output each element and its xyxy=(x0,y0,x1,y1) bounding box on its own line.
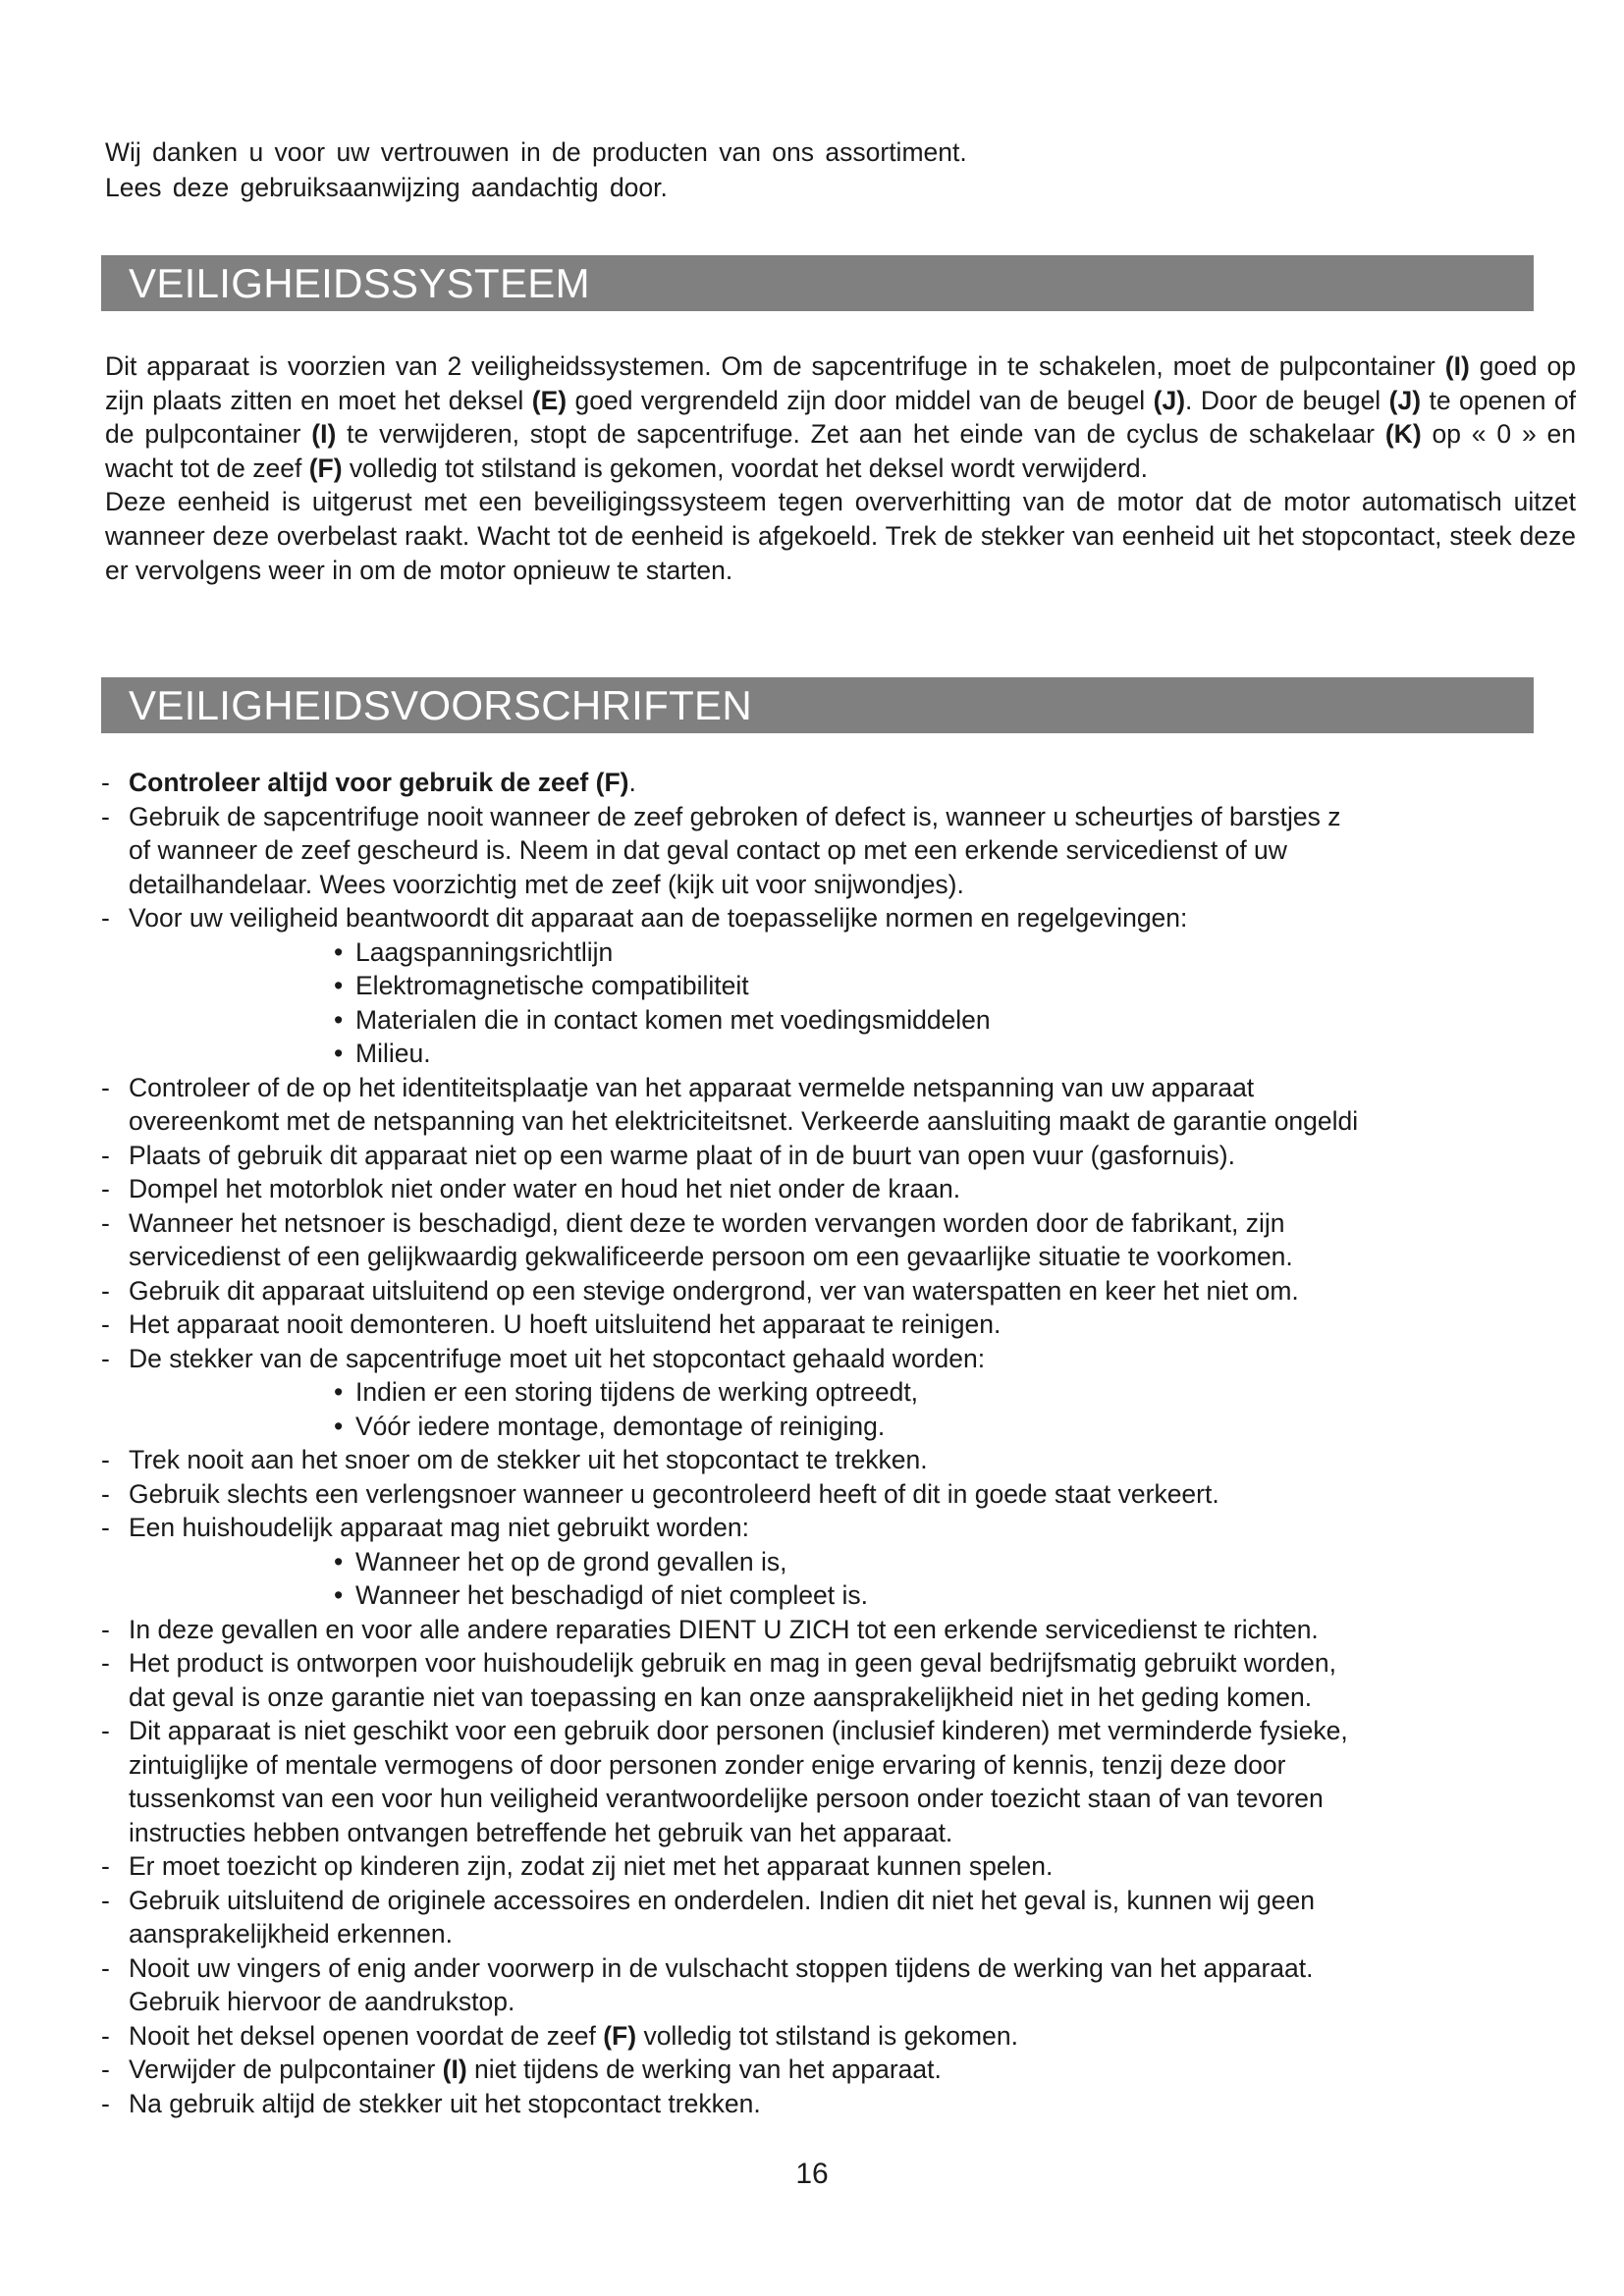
intro-text xyxy=(105,134,967,205)
list-item: - Een huishoudelijk apparaat mag niet gebruikt worden: xyxy=(101,1513,749,1542)
list-item: - Controleer of de op het identiteitsplaatje van het apparaat vermelde netspanning van uw apparaat xyxy=(101,1072,1255,1102)
bullet-item: • Materialen die in contact komen met voedingsmiddelen xyxy=(334,1004,991,1035)
section-title: VEILIGHEIDSSYSTEEM xyxy=(129,260,590,306)
list-item: - Nooit uw vingers of enig ander voorwerp in de vulschacht stoppen tijdens de werking van het apparaat. xyxy=(101,1952,1314,1983)
bullet-item: • Wanneer het op de grond gevallen is, xyxy=(334,1546,787,1576)
bullet-item: • Vóór iedere montage, demontage of reiniging. xyxy=(334,1411,886,1441)
list-item-continuation: Gebruik hiervoor de aandrukstop. xyxy=(129,1987,515,2016)
intro-line: Wij danken u voor uw vertrouwen in de producten van ons assortiment. xyxy=(105,137,967,167)
list-item: - Gebruik dit apparaat uitsluitend op een stevige ondergrond, ver van waterspatten en keer het niet om. xyxy=(101,1275,1299,1306)
section-title: VEILIGHEIDSVOORSCHRIFTEN xyxy=(129,682,752,728)
veiligheidssysteem-text xyxy=(105,349,1576,587)
list-item: - Verwijder de pulpcontainer (I) niet tijdens de werking van het apparaat. xyxy=(101,2055,942,2084)
list-item-continuation: zintuiglijke of mentale vermogens of door personen zonder enige ervaring of kennis, tenzij deze door xyxy=(129,1749,1286,1780)
list-item: - Wanneer het netsnoer is beschadigd, dient deze te worden vervangen worden door de fabrikant, zijn xyxy=(101,1207,1285,1238)
list-item: - Gebruik uitsluitend de originele accessoires en onderdelen. Indien dit niet het geval is, kunnen wij geen xyxy=(101,1885,1315,1915)
paragraph: Dit apparaat is voorzien van 2 veiligheidssystemen. Om de sapcentrifuge in te schakelen, moet de pulpcontainer (I) goed op zijn plaats zitten en moet het deksel (E) goed vergrendeld zijn door middel van de beugel (J). Door de beugel (J) te openen of de pulpcontainer (I) te verwijderen, stopt de sapcentrifuge. Zet aan het einde van de cyclus de schakelaar (K) op « 0 » en wacht tot de zeef (F) volledig tot stilstand is gekomen, voordat het deksel wordt verwijderd. xyxy=(105,351,1577,483)
list-item: - Gebruik slechts een verlengsnoer wanneer u gecontroleerd heeft of dit in goede staat verkeert. xyxy=(101,1478,1219,1509)
list-item: - In deze gevallen en voor alle andere reparaties DIENT U ZICH tot een erkende servicedienst te richten. xyxy=(101,1614,1319,1644)
bullet-item: • Milieu. xyxy=(334,1039,431,1068)
list-item-continuation: aansprakelijkheid erkennen. xyxy=(129,1919,453,1949)
intro-line: Lees deze gebruiksaanwijzing aandachtig door. xyxy=(105,173,668,202)
list-item: - Plaats of gebruik dit apparaat niet op een warme plaat of in de buurt van open vuur (gasfornuis). xyxy=(101,1140,1235,1170)
list-item: - Dompel het motorblok niet onder water en houd het niet onder de kraan. xyxy=(101,1174,961,1203)
list-item: - Er moet toezicht op kinderen zijn, zodat zij niet met het apparaat kunnen spelen. xyxy=(101,1851,1054,1881)
section-header-veiligheidssysteem xyxy=(101,255,1534,311)
list-item: - Het product is ontworpen voor huishoudelijk gebruik en mag in geen geval bedrijfsmatig gebruikt worden, xyxy=(101,1648,1337,1678)
page-number: 16 xyxy=(795,2158,829,2190)
list-item-continuation: overeenkomt met de netspanning van het elektriciteitsnet. Verkeerde aansluiting maakt de garantie ongeldi xyxy=(129,1106,1359,1136)
bullet-item: • Laagspanningsrichtlijn xyxy=(334,936,614,967)
list-item: - Nooit het deksel openen voordat de zeef (F) volledig tot stilstand is gekomen. xyxy=(101,2020,1018,2051)
list-item: - De stekker van de sapcentrifuge moet uit het stopcontact gehaald worden: xyxy=(101,1343,986,1373)
list-item: - Na gebruik altijd de stekker uit het stopcontact trekken. xyxy=(101,2088,761,2118)
list-item-continuation: tussenkomst van een voor hun veiligheid verantwoordelijke persoon onder toezicht staan of van tevoren xyxy=(129,1784,1324,1813)
list-item: - Trek nooit aan het snoer om de stekker uit het stopcontact te trekken. xyxy=(101,1445,928,1474)
list-item: - Dit apparaat is niet geschikt voor een gebruik door personen (inclusief kinderen) met verminderde fysieke, xyxy=(101,1716,1348,1745)
list-item: - Het apparaat nooit demonteren. U hoeft uitsluitend het apparaat te reinigen. xyxy=(101,1309,1001,1339)
safety-rules-list xyxy=(101,766,1603,2120)
list-item-continuation: servicedienst of een gelijkwaardig gekwalificeerde persoon om een gevaarlijke situatie te voorkomen. xyxy=(129,1242,1293,1271)
list-item-continuation: dat geval is onze garantie niet van toepassing en kan onze aansprakelijkheid niet in het geding komen. xyxy=(129,1682,1313,1712)
bullet-item: • Elektromagnetische compatibiliteit xyxy=(334,971,749,1000)
paragraph: Deze eenheid is uitgerust met een beveiligingssysteem tegen oververhitting van de motor dat de motor automatisch uitzet wanneer deze overbelast raakt. Wacht tot de eenheid is afgekoeld. Trek de stekker van eenheid uit het stopcontact, steek deze er vervolgens weer in om de motor opnieuw te starten. xyxy=(105,487,1576,585)
bullet-item: • Indien er een storing tijdens de werking optreedt, xyxy=(334,1377,919,1407)
list-item: - Controleer altijd voor gebruik de zeef (F). xyxy=(101,768,636,797)
list-item: - Voor uw veiligheid beantwoordt dit apparaat aan de toepasselijke normen en regelgevingen: xyxy=(101,903,1188,933)
list-item-continuation: of wanneer de zeef gescheurd is. Neem in dat geval contact op met een erkende servicedienst of uw xyxy=(129,835,1287,865)
list-item: - Gebruik de sapcentrifuge nooit wanneer de zeef gebroken of defect is, wanneer u scheurtjes of barstjes z xyxy=(101,801,1341,831)
list-item-continuation: instructies hebben ontvangen betreffende het gebruik van het apparaat. xyxy=(129,1817,953,1847)
list-item-continuation: detailhandelaar. Wees voorzichtig met de zeef (kijk uit voor snijwondjes). xyxy=(129,869,964,899)
bullet-item: • Wanneer het beschadigd of niet compleet is. xyxy=(334,1580,868,1610)
section-header-veiligheidsvoorschriften xyxy=(101,677,1534,733)
